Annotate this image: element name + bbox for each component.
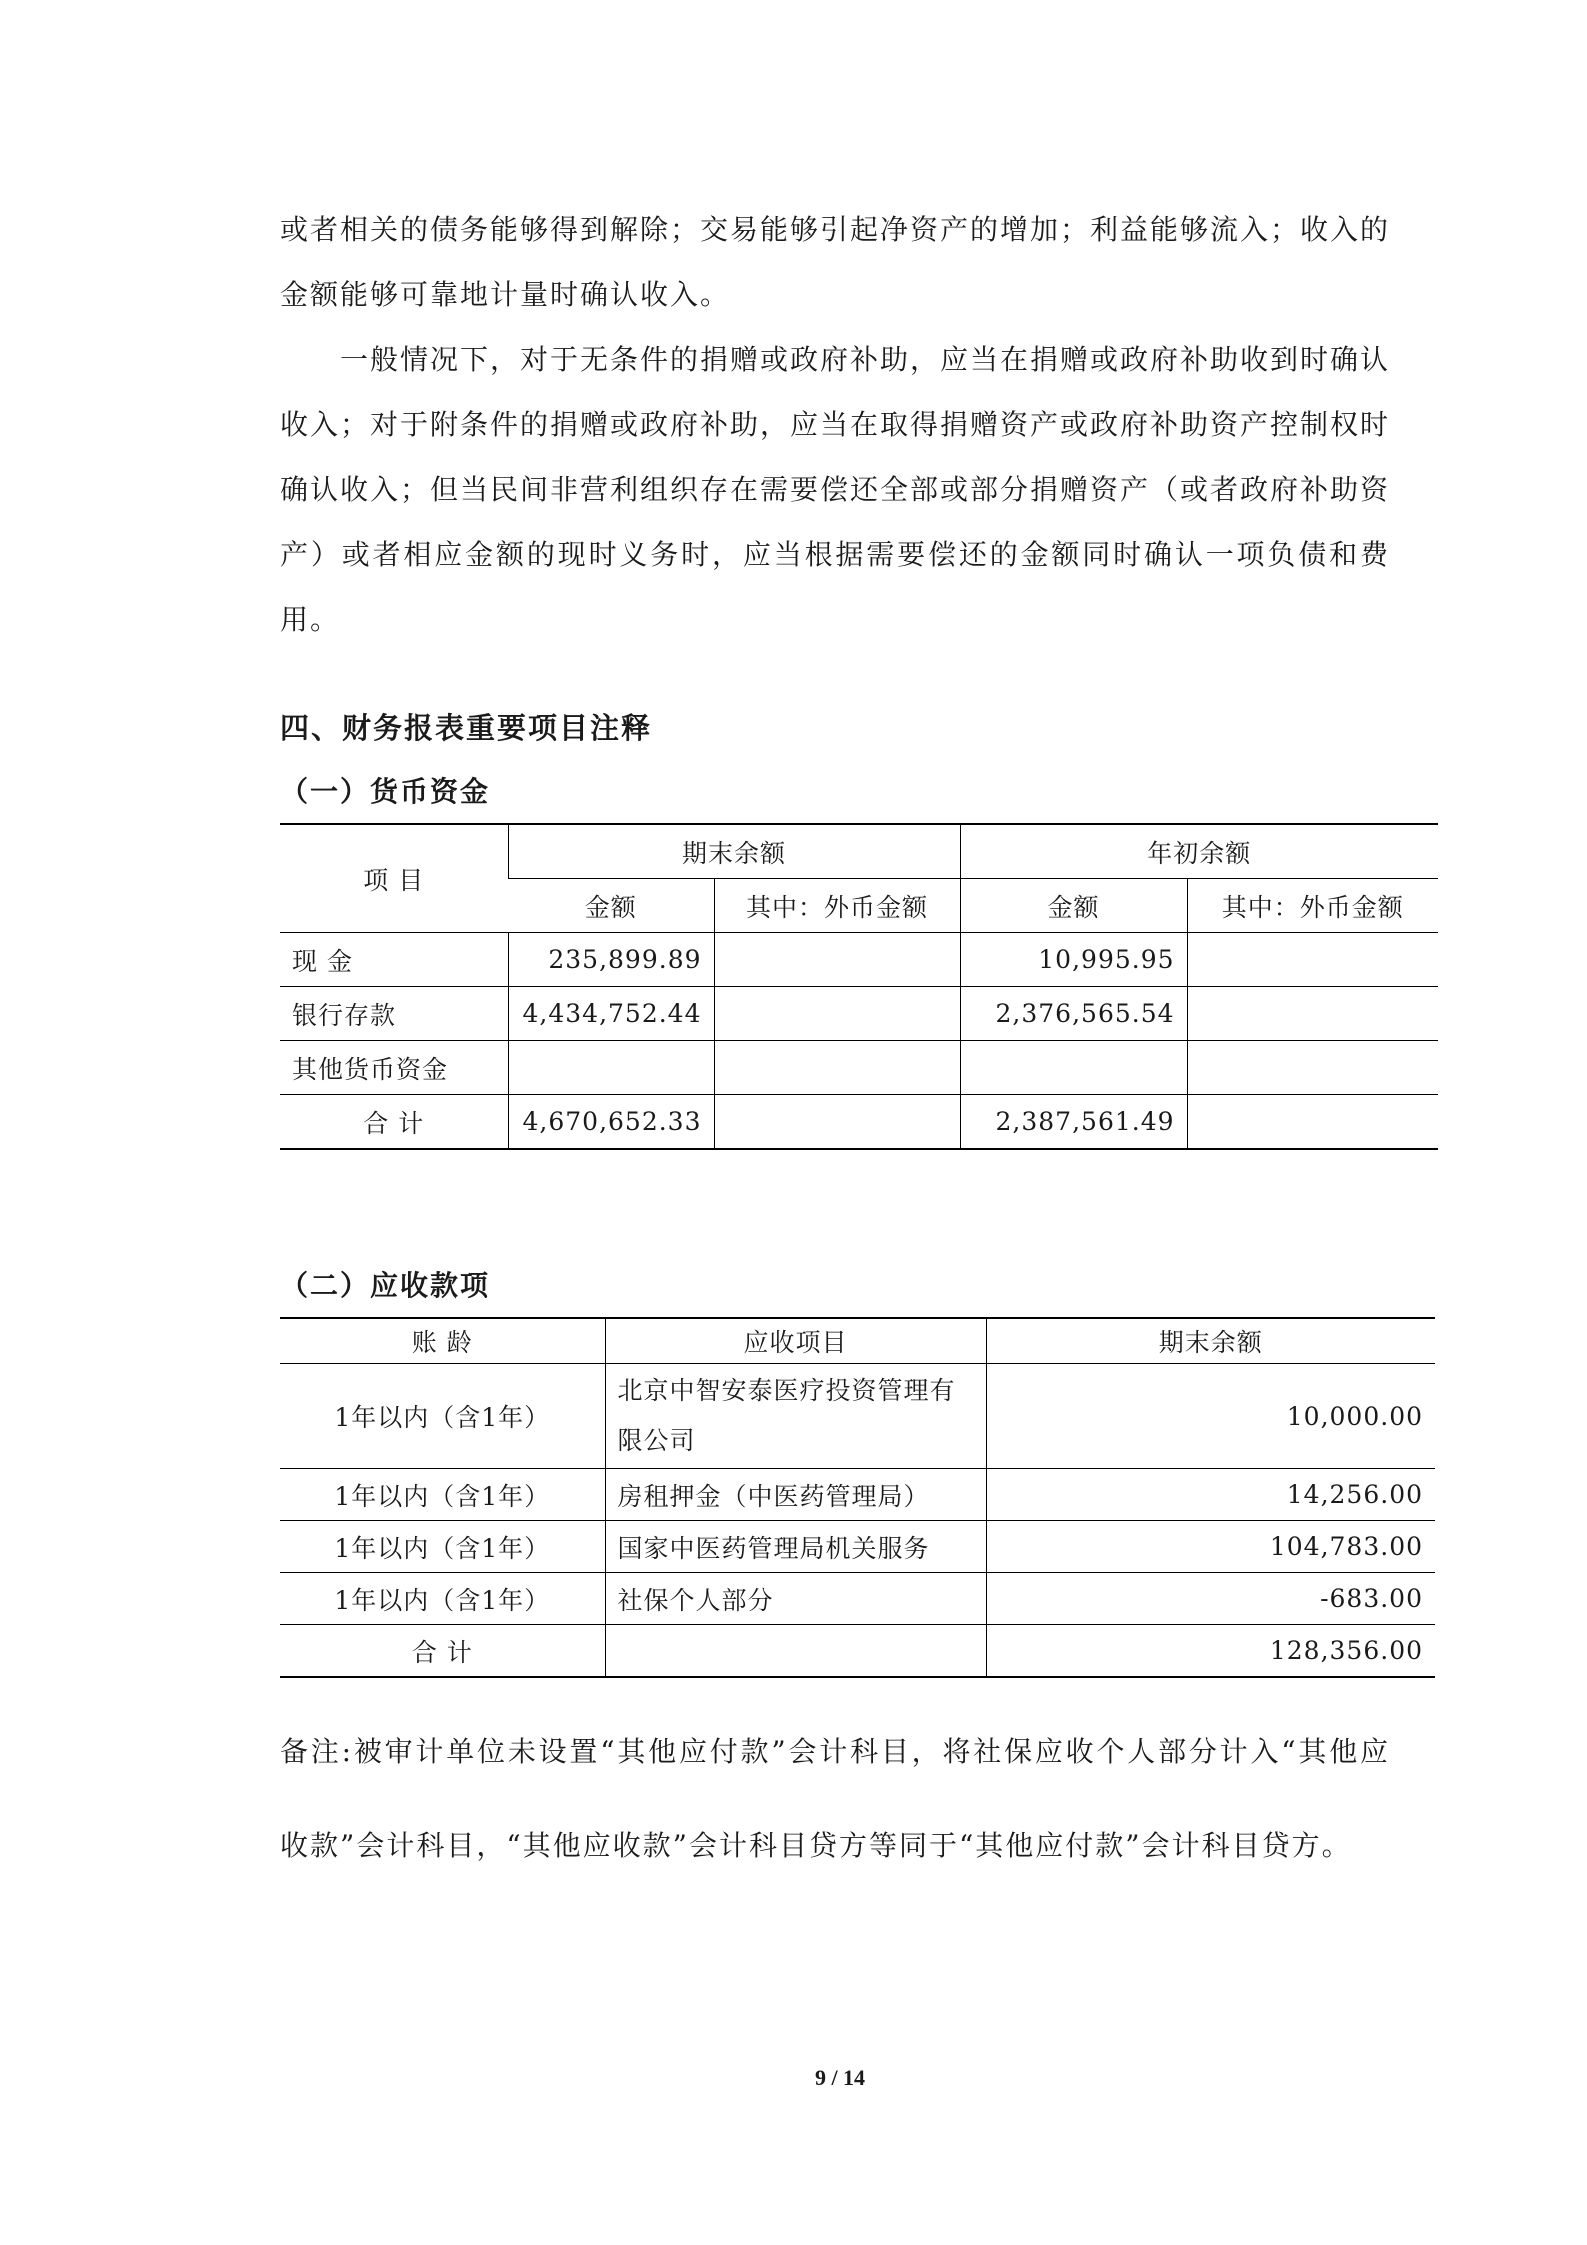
begin-foreign bbox=[1187, 1041, 1438, 1095]
total-end-foreign bbox=[714, 1095, 960, 1150]
header-end-amount: 金额 bbox=[508, 879, 714, 933]
note-paragraph: 备注:被审计单位未设置“其他应付款”会计科目，将社保应收个人部分计入“其他应收款”会计科目，“其他应收款”会计科目贷方等同于“其他应付款”会计科目贷方。 bbox=[280, 1735, 1390, 1862]
row-item: 社保个人部分 bbox=[605, 1573, 986, 1625]
cash-subheading: （一）货币资金 bbox=[280, 775, 491, 808]
header-end-balance: 期末余额 bbox=[986, 1318, 1435, 1364]
row-amount: -683.00 bbox=[986, 1573, 1435, 1625]
paragraph-revenue-conditions: 或者相关的债务能够得到解除；交易能够引起净资产的增加；利益能够流入；收入的金额能够可靠地计量时确认收入。 bbox=[280, 213, 1391, 311]
end-amount: 235,899.89 bbox=[508, 933, 714, 987]
receivables-subheading: （二）应收款项 bbox=[280, 1269, 491, 1302]
row-aging: 1年以内（含1年） bbox=[280, 1469, 605, 1521]
row-item: 国家中医药管理局机关服务 bbox=[605, 1521, 986, 1573]
row-amount: 14,256.00 bbox=[986, 1469, 1435, 1521]
total-end-amount: 4,670,652.33 bbox=[508, 1095, 714, 1150]
cash-table bbox=[280, 823, 1438, 1150]
header-aging: 账 龄 bbox=[280, 1318, 605, 1364]
header-begin-balance: 年初余额 bbox=[960, 824, 1438, 879]
row-label: 其他货币资金 bbox=[280, 1041, 508, 1095]
header-item: 项 目 bbox=[280, 824, 508, 933]
end-foreign bbox=[714, 987, 960, 1041]
end-foreign bbox=[714, 1041, 960, 1095]
total-label: 合 计 bbox=[280, 1625, 605, 1678]
table-row bbox=[280, 1364, 1435, 1469]
header-item: 应收项目 bbox=[605, 1318, 986, 1364]
receivables-table bbox=[280, 1317, 1435, 1678]
begin-amount: 2,376,565.54 bbox=[960, 987, 1187, 1041]
end-foreign bbox=[714, 933, 960, 987]
table-row bbox=[280, 1521, 1435, 1573]
page-number: 9 / 14 bbox=[814, 2065, 866, 2090]
row-item: 北京中智安泰医疗投资管理有限公司 bbox=[605, 1364, 986, 1469]
row-aging: 1年以内（含1年） bbox=[280, 1521, 605, 1573]
total-label: 合 计 bbox=[280, 1095, 508, 1150]
table-row bbox=[280, 1041, 1438, 1095]
total-begin-amount: 2,387,561.49 bbox=[960, 1095, 1187, 1150]
end-amount bbox=[508, 1041, 714, 1095]
begin-foreign bbox=[1187, 933, 1438, 987]
table-row bbox=[280, 933, 1438, 987]
row-label: 现 金 bbox=[280, 933, 508, 987]
header-end-foreign: 其中：外币金额 bbox=[714, 879, 960, 933]
header-begin-foreign: 其中：外币金额 bbox=[1187, 879, 1438, 933]
table-row bbox=[280, 987, 1438, 1041]
paragraph-donation-recognition: 一般情况下，对于无条件的捐赠或政府补助，应当在捐赠或政府补助收到时确认收入；对于附条件的捐赠或政府补助，应当在取得捐赠资产或政府补助资产控制权时确认收入；但当民间非营利组织存在需要偿还全部或部分捐赠资产（或者政府补助资产）或者相应金额的现时义务时，应当根据需要偿还的金额同时确认一项负债和费用。 bbox=[280, 343, 1391, 636]
header-begin-amount: 金额 bbox=[960, 879, 1187, 933]
table-row bbox=[280, 1469, 1435, 1521]
table-header-row bbox=[280, 824, 1438, 879]
section-heading: 四、财务报表重要项目注释 bbox=[280, 711, 653, 745]
table-total-row bbox=[280, 1095, 1438, 1150]
total-begin-foreign bbox=[1187, 1095, 1438, 1150]
row-amount: 10,000.00 bbox=[986, 1364, 1435, 1469]
row-aging: 1年以内（含1年） bbox=[280, 1364, 605, 1469]
end-amount: 4,434,752.44 bbox=[508, 987, 714, 1041]
header-end-balance: 期末余额 bbox=[508, 824, 960, 879]
begin-foreign bbox=[1187, 987, 1438, 1041]
row-amount: 104,783.00 bbox=[986, 1521, 1435, 1573]
row-aging: 1年以内（含1年） bbox=[280, 1573, 605, 1625]
table-header-row bbox=[280, 1318, 1435, 1364]
table-total-row bbox=[280, 1625, 1435, 1678]
total-amount: 128,356.00 bbox=[986, 1625, 1435, 1678]
row-item: 房租押金（中医药管理局） bbox=[605, 1469, 986, 1521]
begin-amount: 10,995.95 bbox=[960, 933, 1187, 987]
total-item bbox=[605, 1625, 986, 1678]
begin-amount bbox=[960, 1041, 1187, 1095]
table-row bbox=[280, 1573, 1435, 1625]
row-label: 银行存款 bbox=[280, 987, 508, 1041]
